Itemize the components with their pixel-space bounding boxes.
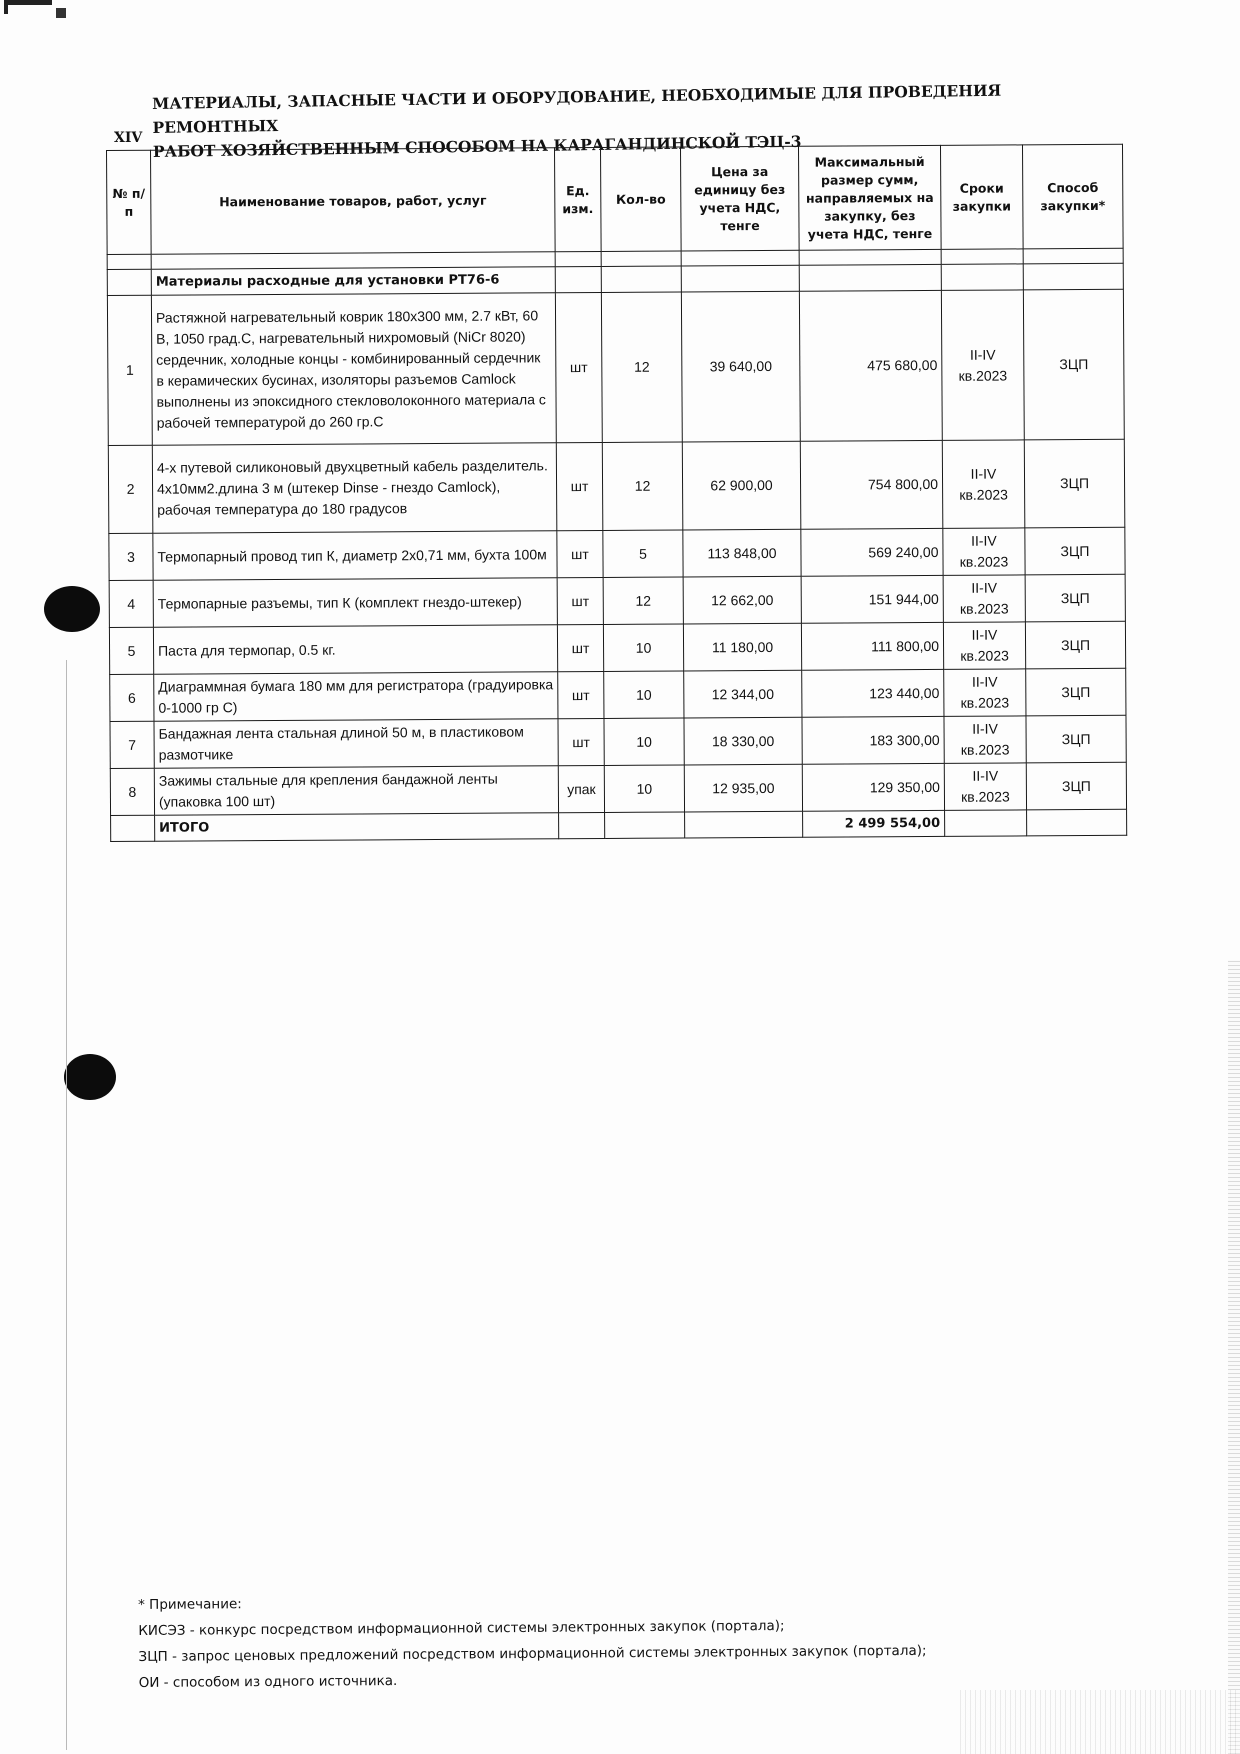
procurement-table — [106, 144, 1127, 842]
header-qty: Кол-во — [600, 147, 681, 251]
row-sum: 111 800,00 — [801, 622, 943, 670]
table-row — [109, 527, 1125, 580]
table-header-row — [107, 144, 1124, 254]
header-period: Сроки закупки — [940, 145, 1023, 249]
table-row — [109, 574, 1125, 627]
row-unit: упак — [558, 765, 604, 812]
row-sum: 569 240,00 — [801, 528, 943, 576]
row-price: 12 662,00 — [683, 576, 801, 624]
row-price: 113 848,00 — [683, 529, 801, 577]
total-label: ИТОГО — [155, 813, 559, 841]
row-method: ЗЦП — [1023, 289, 1124, 440]
row-num: 3 — [109, 533, 153, 580]
table-row — [107, 289, 1124, 445]
row-period: II-IV кв.2023 — [942, 440, 1025, 528]
row-qty: 5 — [603, 530, 683, 577]
scan-corner-dot — [56, 8, 66, 18]
row-period: II-IV кв.2023 — [943, 528, 1025, 576]
row-method: ЗЦП — [1025, 621, 1125, 669]
title-line-1: МАТЕРИАЛЫ, ЗАПАСНЫЕ ЧАСТИ И ОБОРУДОВАНИЕ, НЕОБХОДИМЫЕ ДЛЯ ПРОВЕДЕНИЯ РЕМОНТНЫХ — [152, 80, 1002, 137]
table-row — [110, 762, 1126, 815]
punch-hole-bottom — [64, 1054, 116, 1100]
row-unit: шт — [558, 671, 604, 718]
header-method: Способ закупки* — [1022, 144, 1123, 249]
row-name: Зажимы стальные для крепления бандажной ленты (упаковка 100 шт) — [154, 766, 558, 815]
row-period: II-IV кв.2023 — [943, 622, 1025, 670]
row-name: Термопарные разъемы, тип К (комплект гнездо-штекер) — [153, 578, 557, 627]
table-row — [108, 439, 1125, 533]
scan-edge-noise — [1228, 960, 1240, 1754]
row-price: 12 935,00 — [684, 764, 802, 812]
group-label: Материалы расходные для установки РТ76-6 — [151, 267, 555, 295]
row-method: ЗЦП — [1025, 527, 1125, 575]
row-num: 6 — [110, 674, 154, 721]
row-unit: шт — [557, 624, 603, 671]
row-price: 62 900,00 — [682, 441, 801, 530]
table-row — [110, 715, 1126, 768]
title-line-2: РАБОТ ХОЗЯЙСТВЕННЫМ СПОСОБОМ НА КАРАГАНДИНСКОЙ ТЭЦ-3 — [152, 131, 802, 161]
header-num: № п/п — [107, 150, 152, 254]
row-method: ЗЦП — [1026, 668, 1126, 716]
row-period: II-IV кв.2023 — [944, 716, 1026, 764]
row-name: Паста для термопар, 0.5 кг. — [153, 625, 557, 674]
row-num: 2 — [108, 445, 153, 533]
row-qty: 10 — [604, 765, 684, 812]
row-num: 1 — [107, 295, 152, 445]
row-num: 4 — [109, 580, 153, 627]
footnotes — [138, 1585, 1039, 1696]
row-period: II-IV кв.2023 — [941, 290, 1024, 440]
notes-title: * Примечание: — [138, 1596, 242, 1613]
row-unit: шт — [557, 530, 603, 577]
row-price: 39 640,00 — [681, 291, 800, 442]
row-qty: 10 — [603, 624, 683, 671]
total-row — [111, 809, 1127, 841]
row-unit: шт — [555, 292, 602, 442]
row-sum: 123 440,00 — [802, 669, 944, 717]
row-num: 7 — [110, 721, 154, 768]
row-unit: шт — [558, 718, 604, 765]
row-sum: 151 944,00 — [801, 575, 943, 623]
row-method: ЗЦП — [1025, 574, 1125, 622]
row-qty: 10 — [604, 718, 684, 765]
row-unit: шт — [557, 577, 603, 624]
procurement-table-wrapper — [106, 144, 1126, 842]
row-name: Бандажная лента стальная длиной 50 м, в пластиковом размотчике — [154, 719, 558, 768]
row-method: ЗЦП — [1026, 715, 1126, 763]
total-sum: 2 499 554,00 — [803, 810, 945, 837]
row-name: Термопарный провод тип К, диаметр 2х0,71 мм, бухта 100м — [153, 531, 557, 580]
row-num: 5 — [109, 627, 153, 674]
header-name: Наименование товаров, работ, услуг — [151, 148, 556, 254]
table-row — [110, 668, 1126, 721]
row-sum: 475 680,00 — [799, 290, 942, 441]
row-method: ЗЦП — [1026, 762, 1126, 810]
scan-corner-mark — [4, 0, 52, 14]
row-sum: 129 350,00 — [802, 763, 944, 811]
row-name: Растяжной нагревательный коврик 180x300 мм, 2.7 кВт, 60 В, 1050 град.С, нагревательный нихромовый (NiCr 8020) сердечник, холодные концы - комбинированный сердечник в керамических бусинах, изоляторы разъемов Camlock выполнены из эпоксидного стекловолоконного материала с рабочей температурой до 260 гр.С — [151, 293, 556, 445]
row-method: ЗЦП — [1024, 439, 1125, 528]
header-unit: Ед. изм. — [554, 147, 601, 251]
row-name: Диаграммная бумага 180 мм для регистратора (градуировка 0-1000 гр С) — [154, 672, 558, 721]
row-sum: 183 300,00 — [802, 716, 944, 764]
scan-margin-line — [66, 660, 67, 1750]
row-qty: 12 — [602, 442, 683, 530]
header-price: Цена за единицу без учета НДС, тенге — [680, 146, 799, 251]
row-period: II-IV кв.2023 — [944, 763, 1026, 811]
row-name: 4-х путевой силиконовый двухцветный кабель разделитель. 4х10мм2.длина 3 м (штекер Dinse - гнездо Camlock), рабочая температура до 180 градусов — [152, 443, 557, 533]
row-sum: 754 800,00 — [800, 440, 943, 529]
row-period: II-IV кв.2023 — [943, 575, 1025, 623]
row-price: 11 180,00 — [683, 623, 801, 671]
row-num: 8 — [110, 768, 154, 815]
row-qty: 12 — [601, 292, 682, 442]
row-qty: 12 — [603, 577, 683, 624]
note-oi: ОИ - способом из одного источника. — [138, 1672, 398, 1691]
punch-hole-top — [44, 586, 100, 632]
scan-corner-noise — [960, 1690, 1240, 1754]
section-number: XIV — [114, 130, 143, 146]
row-price: 12 344,00 — [684, 670, 802, 718]
note-zcp: ЗЦП - запрос ценовых предложений посредством информационной системы электронных закупок (портала); — [138, 1642, 927, 1665]
row-unit: шт — [556, 442, 603, 530]
row-qty: 10 — [604, 671, 684, 718]
row-price: 18 330,00 — [684, 717, 802, 765]
header-sum: Максимальный размер сумм, направляемых на закупку, без учета НДС, тенге — [798, 145, 941, 250]
row-period: II-IV кв.2023 — [944, 669, 1026, 717]
table-row — [109, 621, 1125, 674]
note-kisez: КИСЭЗ - конкурс посредством информационной системы электронных закупок (портала); — [138, 1617, 785, 1639]
